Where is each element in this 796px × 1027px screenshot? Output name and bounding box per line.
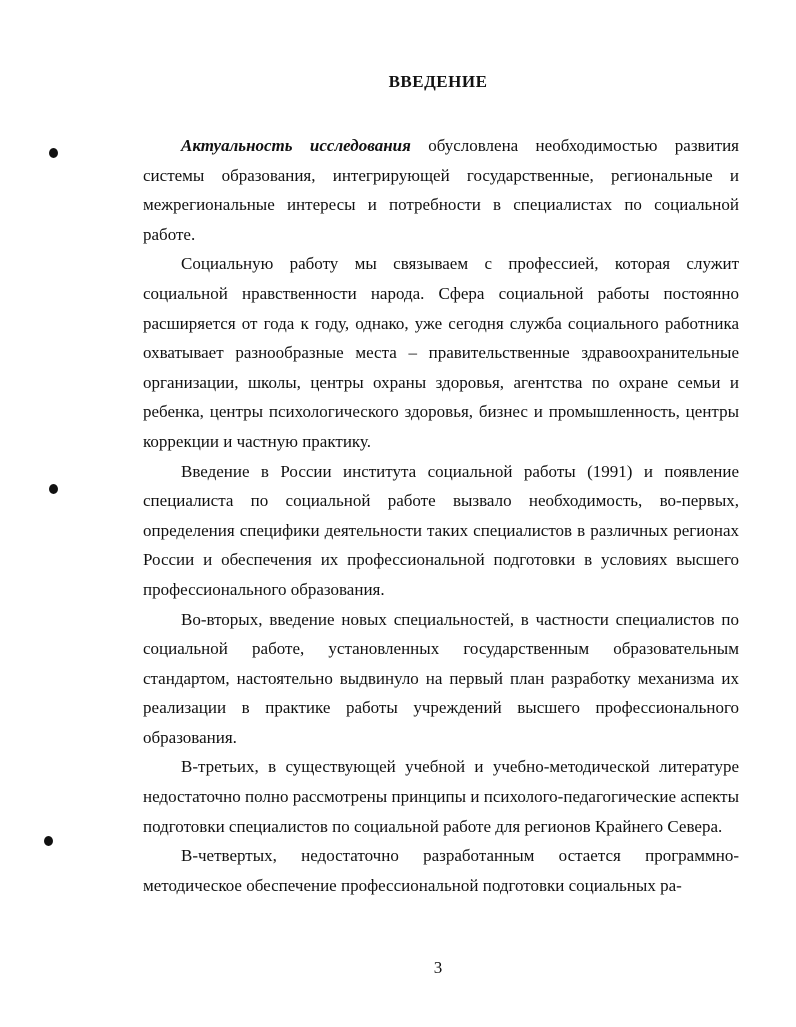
punch-hole-mark — [49, 148, 58, 158]
paragraph: В-третьих, в существующей учебной и учебно-методической литературе недостаточно полно рассмотрены принципы и психолого-педагогические аспекты подготовки специалистов по социальной работе для регионов Крайнего Севера. — [143, 757, 739, 836]
punch-hole-mark — [49, 484, 58, 494]
paragraph: В-четвертых, недостаточно разработанным остается программно-методическое обеспечение профессиональной подготовки социальных ра- — [143, 846, 739, 895]
paragraph: Социальную работу мы связываем с профессией, которая служит социальной нравственности народа. Сфера социальной работы постоянно расширяется от года к году, однако, уже сегодня служба социального работника охватывает разнообразные места – правительственные здравоохранительные организации, школы, центры охраны здоровья, агентства по охране семьи и ребенка, центры психологического здоровья, бизнес и промышленность, центры коррекции и частную практику. — [143, 254, 739, 451]
paragraph: Введение в России института социальной работы (1991) и появление специалиста по социальной работе вызвало необходимость, во-первых, определения специфики деятельности таких специалистов в различных регионах России и обеспечения их профессиональной подготовки в условиях высшего профессионального образования. — [143, 461, 739, 599]
paragraph-relevance — [143, 131, 739, 249]
paragraph-text: обусловлена необходимостью развития системы образования, интегрирующей государственные, региональные и межрегиональные интересы и потребности в специалистах по социальной работе. — [143, 136, 740, 244]
body-text — [143, 131, 739, 900]
page-number: 3 — [433, 958, 443, 977]
paragraph-lead: Актуальность исследования — [181, 136, 411, 155]
punch-hole-mark — [44, 836, 53, 846]
paragraph: Во-вторых, введение новых специальностей, в частности специалистов по социальной работе, установленных государственным образовательным стандартом, настоятельно выдвинуло на первый план разработку механизма их реализации в практике работы учреждений высшего профессионального образования. — [143, 609, 739, 747]
page-title: ВВЕДЕНИЕ — [388, 72, 488, 91]
